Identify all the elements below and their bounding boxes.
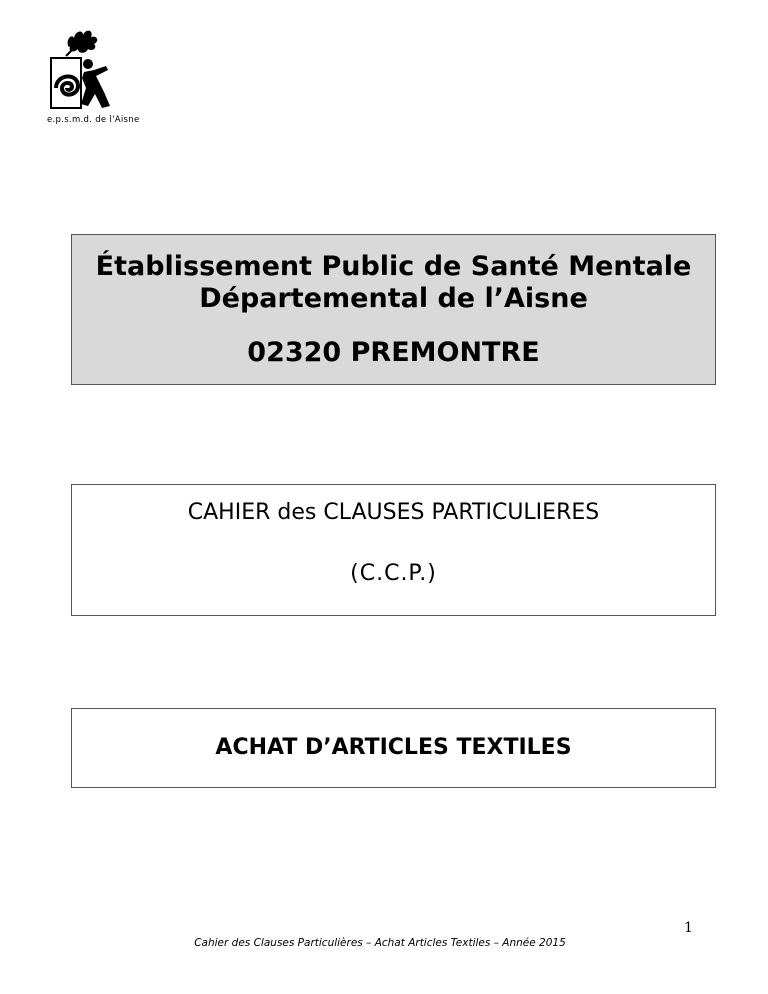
page-number: 1	[684, 920, 693, 936]
ccp-box	[71, 484, 716, 616]
institution-name: Établissement Public de Santé Mentale	[95, 251, 692, 282]
header-box	[71, 234, 716, 385]
institution-department: Départemental de l’Aisne	[199, 283, 588, 314]
object-box	[71, 708, 716, 788]
epsmd-logo	[48, 26, 118, 112]
page-footer: Cahier des Clauses Particulières – Achat Articles Textiles – Année 2015	[194, 937, 566, 949]
ccp-abbreviation: (C.C.P.)	[350, 561, 437, 586]
epsmd-logo-icon	[48, 26, 118, 112]
object-title: ACHAT D’ARTICLES TEXTILES	[215, 735, 572, 760]
logo-caption: e.p.s.m.d. de l'Aisne	[47, 115, 140, 125]
ccp-title: CAHIER des CLAUSES PARTICULIERES	[187, 500, 600, 525]
institution-address: 02320 PREMONTRE	[247, 337, 540, 368]
